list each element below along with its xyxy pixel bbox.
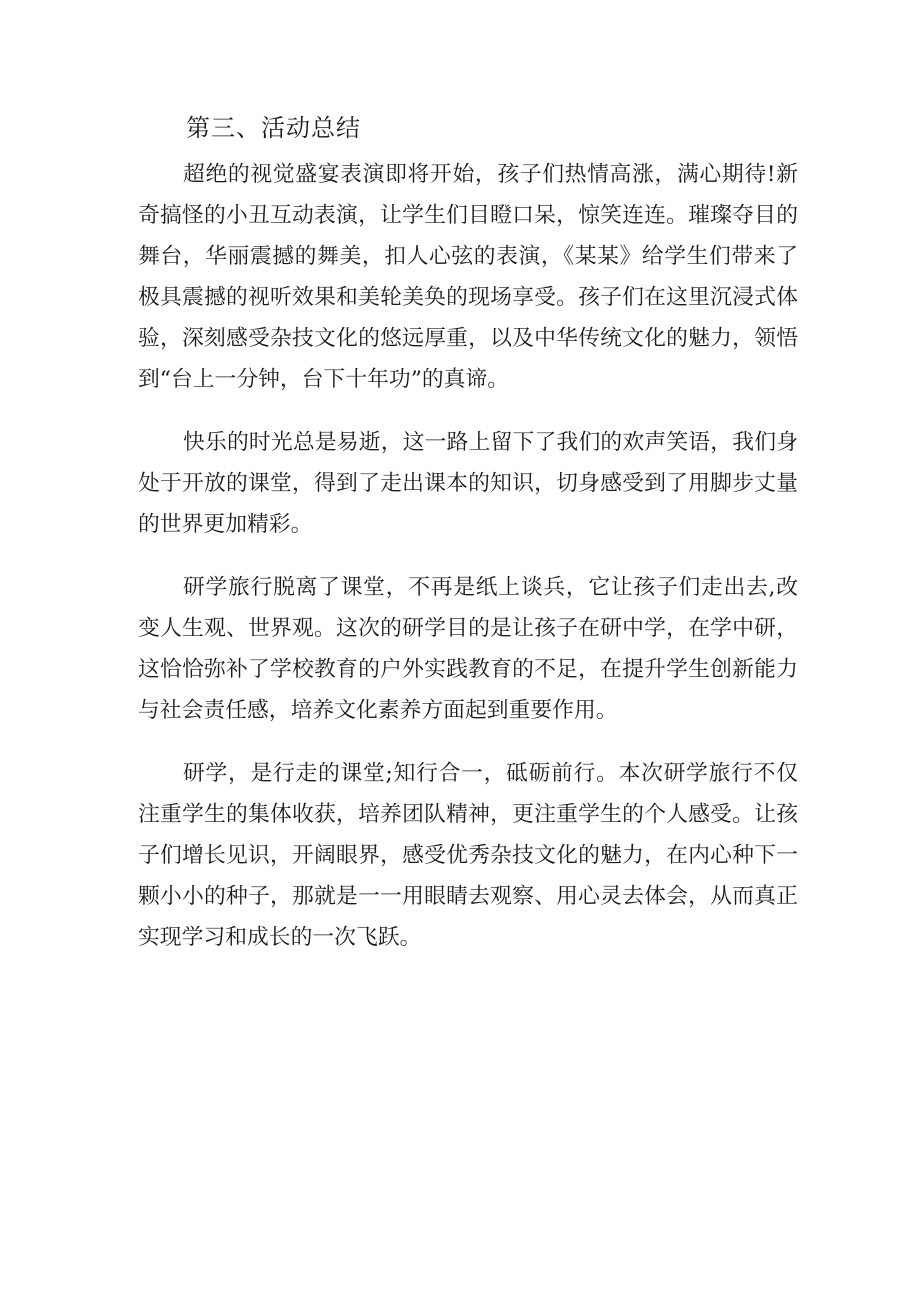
paragraph-walking-classroom: 研学，是行走的课堂;知行合一，砥砺前行。本次研学旅行不仅注重学生的集体收获，培养团队精神，更注重学生的个人感受。让孩子们增长见识，开阔眼界，感受优秀杂技文化的魅力，在内心种下一颗小小的种子，那就是一一用眼睛去观察、用心灵去体会，从而真正实现学习和成长的一次飞跃。 xyxy=(138,761,798,950)
document-body xyxy=(138,110,798,980)
paragraph-performance: 超绝的视觉盛宴表演即将开始，孩子们热情高涨，满心期待!新奇搞怪的小丑互动表演，让学生们目瞪口呆，惊笑连连。璀璨夺目的舞台，华丽震撼的舞美，扣人心弦的表演，《某某》给学生们带来了极具震撼的视听效果和美轮美奂的现场享受。孩子们在这里沉浸式体验，深刻感受杂技文化的悠远厚重，以及中华传统文化的魅力，领悟到“台上一分钟，台下十年功”的真谛。 xyxy=(138,162,798,392)
paragraph-happy-time: 快乐的时光总是易逝，这一路上留下了我们的欢声笑语，我们身处于开放的课堂，得到了走出课本的知识，切身感受到了用脚步丈量的世界更加精彩。 xyxy=(138,430,798,537)
section-heading: 第三、活动总结 xyxy=(186,114,361,142)
paragraph-study-travel: 研学旅行脱离了课堂，不再是纸上谈兵，它让孩子们走出去,改变人生观、世界观。这次的研学目的是让孩子在研中学，在学中研，这恰恰弥补了学校教育的户外实践教育的不足，在提升学生创新能力与社会责任感，培养文化素养方面起到重要作用。 xyxy=(138,575,798,723)
